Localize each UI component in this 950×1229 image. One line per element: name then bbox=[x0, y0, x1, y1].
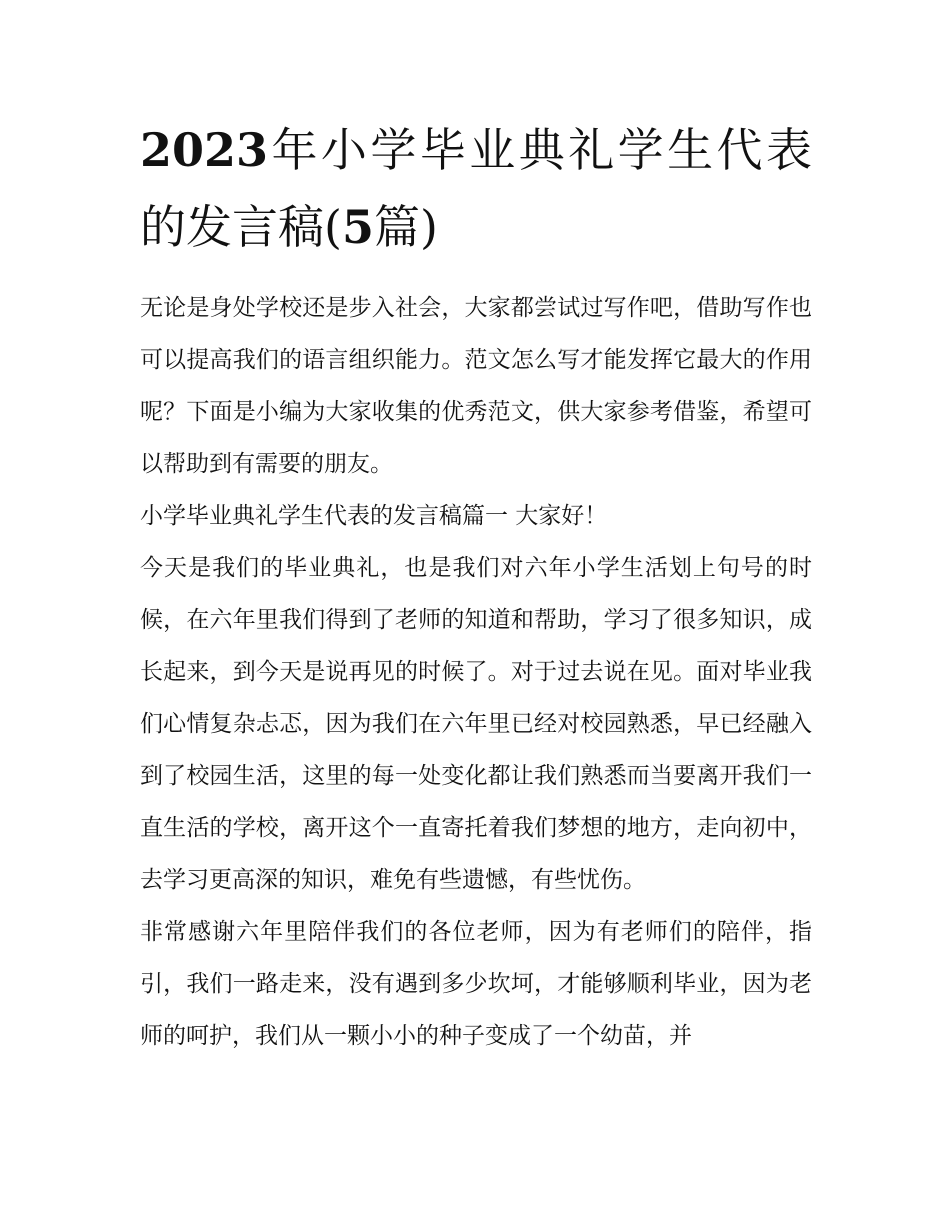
body-paragraph: 今天是我们的毕业典礼，也是我们对六年小学生活划上句号的时候，在六年里我们得到了老师的知道和帮助，学习了很多知识，成长起来，到今天是说再见的时候了。对于过去说在见。面对毕业我们心情复杂忐忑，因为我们在六年里已经对校园熟悉，早已经融入到了校园生活，这里的每一处变化都让我们熟悉而当要离开我们一直生活的学校，离开这个一直寄托着我们梦想的地方，走向初中，去学习更高深的知识，难免有些遗憾，有些忧伤。 bbox=[140, 555, 812, 893]
title-tail: 篇) bbox=[373, 200, 438, 254]
section-heading-paragraph: 小学毕业典礼学生代表的发言稿篇一 大家好！ bbox=[140, 503, 608, 529]
title-text: 年小学毕业典礼学生代表的发言稿( bbox=[140, 123, 812, 254]
document-page bbox=[140, 112, 812, 1062]
body-paragraph: 非常感谢六年里陪伴我们的各位老师，因为有老师们的陪伴，指引，我们一路走来，没有遇到多少坎坷，才能够顺利毕业，因为老师的呵护，我们从一颗小小的种子变成了一个幼苗，并 bbox=[140, 919, 812, 1049]
title-year: 2023 bbox=[140, 123, 269, 177]
document-title bbox=[140, 112, 812, 266]
intro-paragraph: 无论是身处学校还是步入社会，大家都尝试过写作吧，借助写作也可以提高我们的语言组织能力。范文怎么写才能发挥它最大的作用呢？下面是小编为大家收集的优秀范文，供大家参考借鉴，希望可以帮助到有需要的朋友。 bbox=[140, 295, 812, 477]
title-count: 5 bbox=[341, 200, 374, 254]
